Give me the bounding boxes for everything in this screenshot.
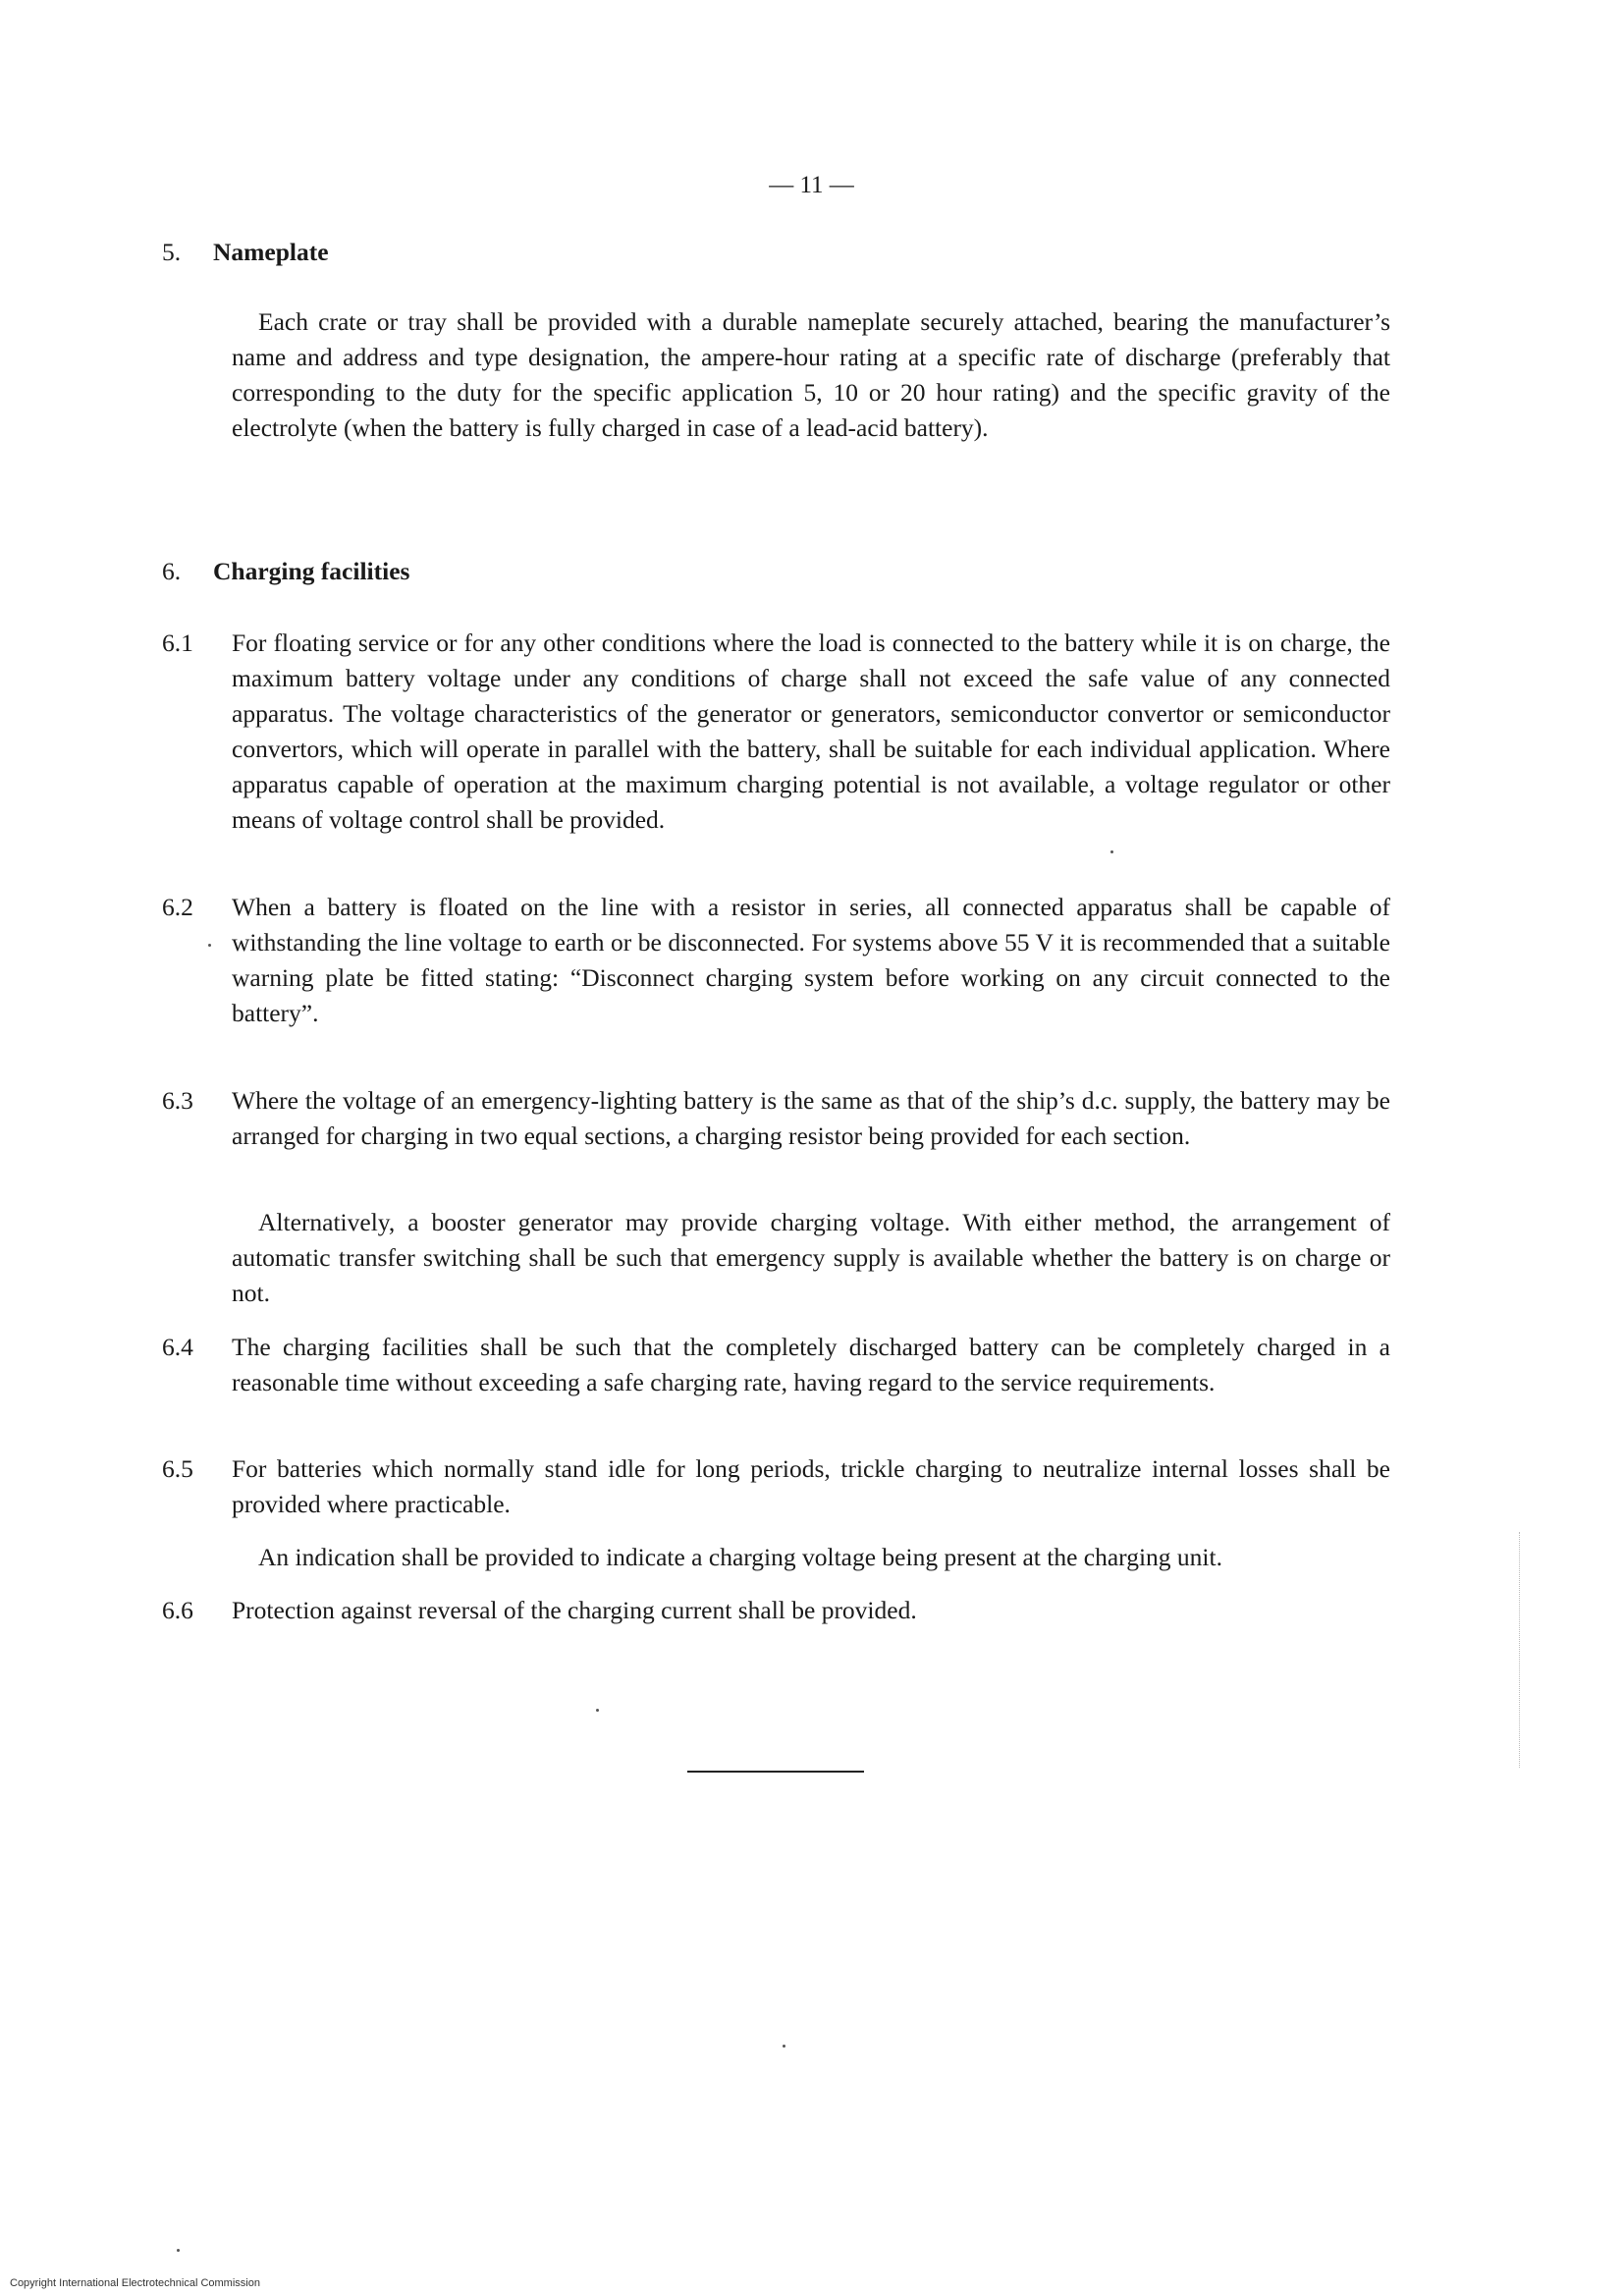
section-5-heading — [162, 235, 329, 270]
scan-speck — [783, 2045, 785, 2048]
scan-speck — [1110, 850, 1113, 853]
scan-edge-marks — [1519, 1532, 1522, 1768]
clause-6-3-number: 6.3 — [162, 1086, 193, 1115]
clause-6-5-continuation: An indication shall be provided to indicate a charging voltage being present at the charging unit. — [258, 1543, 1222, 1571]
clause-6-6-number: 6.6 — [162, 1596, 193, 1624]
page-number: — 11 — — [769, 172, 854, 198]
clause-6-5-text: For batteries which normally stand idle for long periods, trickle charging to neutralize internal losses shall be provided where practicable. — [232, 1454, 1390, 1518]
clause-6-1-text: For floating service or for any other conditions where the load is connected to the battery while it is on charge, the maximum battery voltage under any conditions of charge shall not exceed the safe value of any connected apparatus. The voltage characteristics of the generator or generators, semiconductor convertor or semiconductor convertors, which will operate in parallel with the battery, shall be suitable for each individual application. Where apparatus capable of operation at the maximum charging potential is not available, a voltage regulator or other means of voltage control shall be provided. — [232, 629, 1390, 834]
clause-6-3-continuation: Alternatively, a booster generator may provide charging voltage. With either method, the arrangement of automatic transfer switching shall be such that emergency supply is available whether the battery is on charge or not. — [232, 1208, 1390, 1307]
clause-6-2-number: 6.2 — [162, 893, 193, 921]
clause-6-4-text: The charging facilities shall be such that the completely discharged battery can be completely charged in a reasonable time without exceeding a safe charging rate, having regard to the service requirements. — [232, 1333, 1390, 1396]
end-of-text-rule — [687, 1771, 864, 1773]
scan-speck — [208, 944, 211, 947]
copyright-footer: Copyright International Electrotechnical Commission — [10, 2277, 260, 2289]
clause-6-2-text: When a battery is floated on the line with a resistor in series, all connected apparatus shall be capable of withstanding the line voltage to earth or be disconnected. For systems above 55 V it is recommended that a suitable warning plate be fitted stating: “Disconnect charging system before working on any circuit connected to the battery”. — [232, 893, 1390, 1027]
section-6-number: 6. — [162, 557, 182, 585]
section-5-number: 5. — [162, 238, 182, 266]
section-6-heading — [162, 554, 409, 589]
section-6-title: Charging facilities — [213, 557, 410, 585]
clause-6-6-text: Protection against reversal of the charging current shall be provided. — [232, 1596, 917, 1624]
clause-6-4-number: 6.4 — [162, 1333, 193, 1361]
clause-6-3-text: Where the voltage of an emergency-lighting battery is the same as that of the ship’s d.c. supply, the battery may be arranged for charging in two equal sections, a charging resistor being provided for each section. — [232, 1086, 1390, 1150]
clause-6-1-number: 6.1 — [162, 629, 193, 657]
section-5-title: Nameplate — [213, 238, 329, 266]
clause-6-5-number: 6.5 — [162, 1454, 193, 1483]
scan-speck — [596, 1709, 599, 1712]
section-5-paragraph: Each crate or tray shall be provided with a durable nameplate securely attached, bearing the manufacturer’s name and address and type designation, the ampere-hour rating at a specific rate of discharge (preferably that corresponding to the duty for the specific application 5, 10 or 20 hour rating) and the specific gravity of the electrolyte (when the battery is fully charged in case of a lead-acid battery). — [232, 307, 1390, 442]
scan-speck — [177, 2249, 180, 2252]
